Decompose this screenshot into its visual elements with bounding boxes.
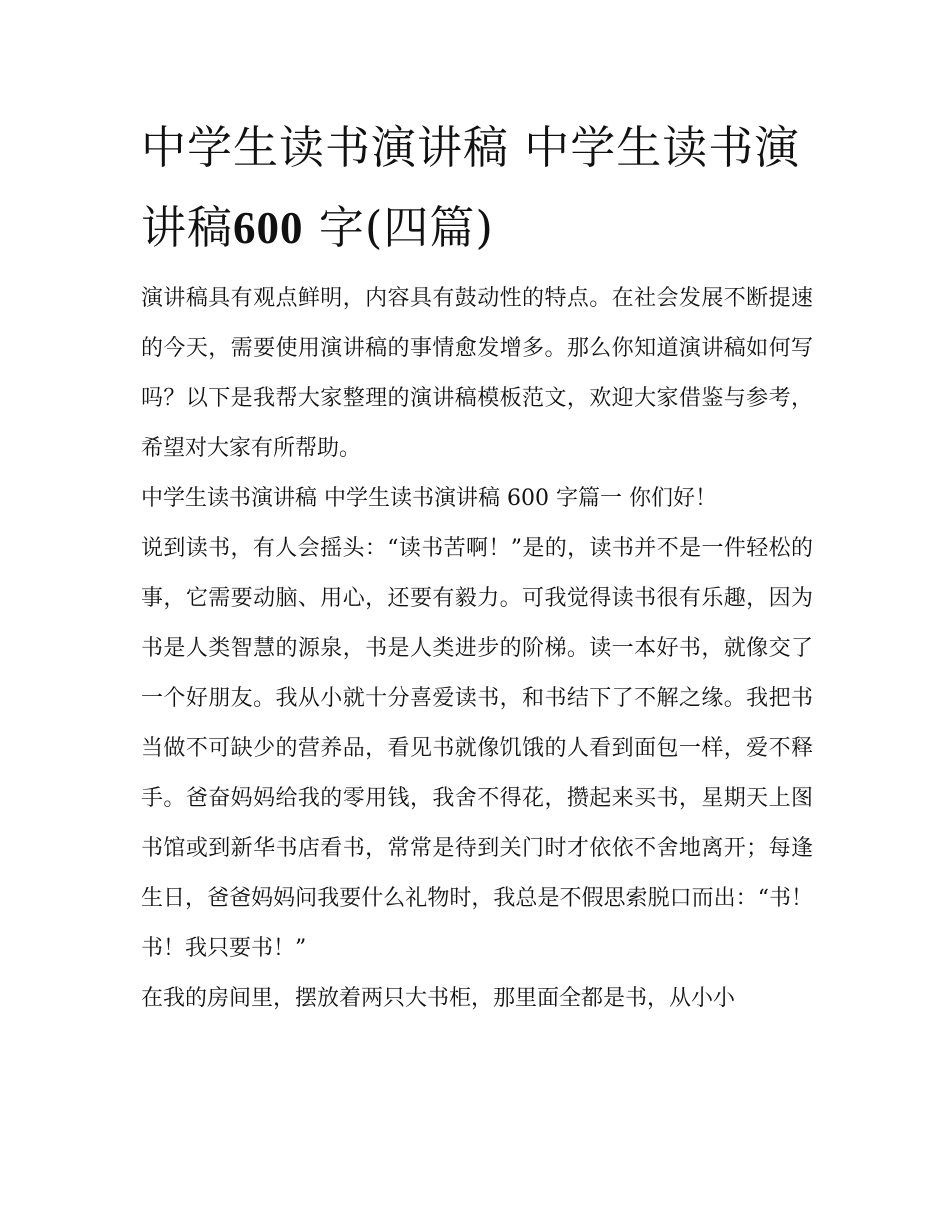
- intro-paragraph: 演讲稿具有观点鲜明，内容具有鼓动性的特点。在社会发展不断提速的今天，需要使用演讲稿的事情愈发增多。那么你知道演讲稿如何写吗？以下是我帮大家整理的演讲稿模板范文，欢迎大家借鉴与参考，希望对大家有所帮助。: [141, 286, 813, 461]
- title-text: 中学生读书演讲稿 中学生读书演讲稿: [141, 121, 801, 254]
- title-suffix: 字(四篇): [303, 201, 494, 254]
- body-paragraph-2: 在我的房间里，摆放着两只大书柜，那里面全都是书，从小小: [141, 986, 736, 1011]
- document-title: [141, 108, 813, 268]
- body-paragraph-1: 说到读书，有人会摇头：“读书苦啊！”是的，读书并不是一件轻松的事，它需要动脑、用心，还要有毅力。可我觉得读书很有乐趣，因为书是人类智慧的源泉，书是人类进步的阶梯。读一本好书，就像交了一个好朋友。我从小就十分喜爱读书，和书结下了不解之缘。我把书当做不可缺少的营养品，看见书就像饥饿的人看到面包一样，爱不释手。爸奋妈妈给我的零用钱，我舍不得花，攒起来买书，星期天上图书馆或到新华书店看书，常常是待到关门时才依依不舍地离开；每逢生日，爸爸妈妈问我要什么礼物时，我总是不假思索脱口而出：“书！书！我只要书！”: [141, 536, 813, 961]
- section-heading: 中学生读书演讲稿 中学生读书演讲稿 600 字篇一 你们好！: [141, 486, 717, 511]
- document-page: [141, 108, 813, 1024]
- title-number: 600: [233, 203, 304, 253]
